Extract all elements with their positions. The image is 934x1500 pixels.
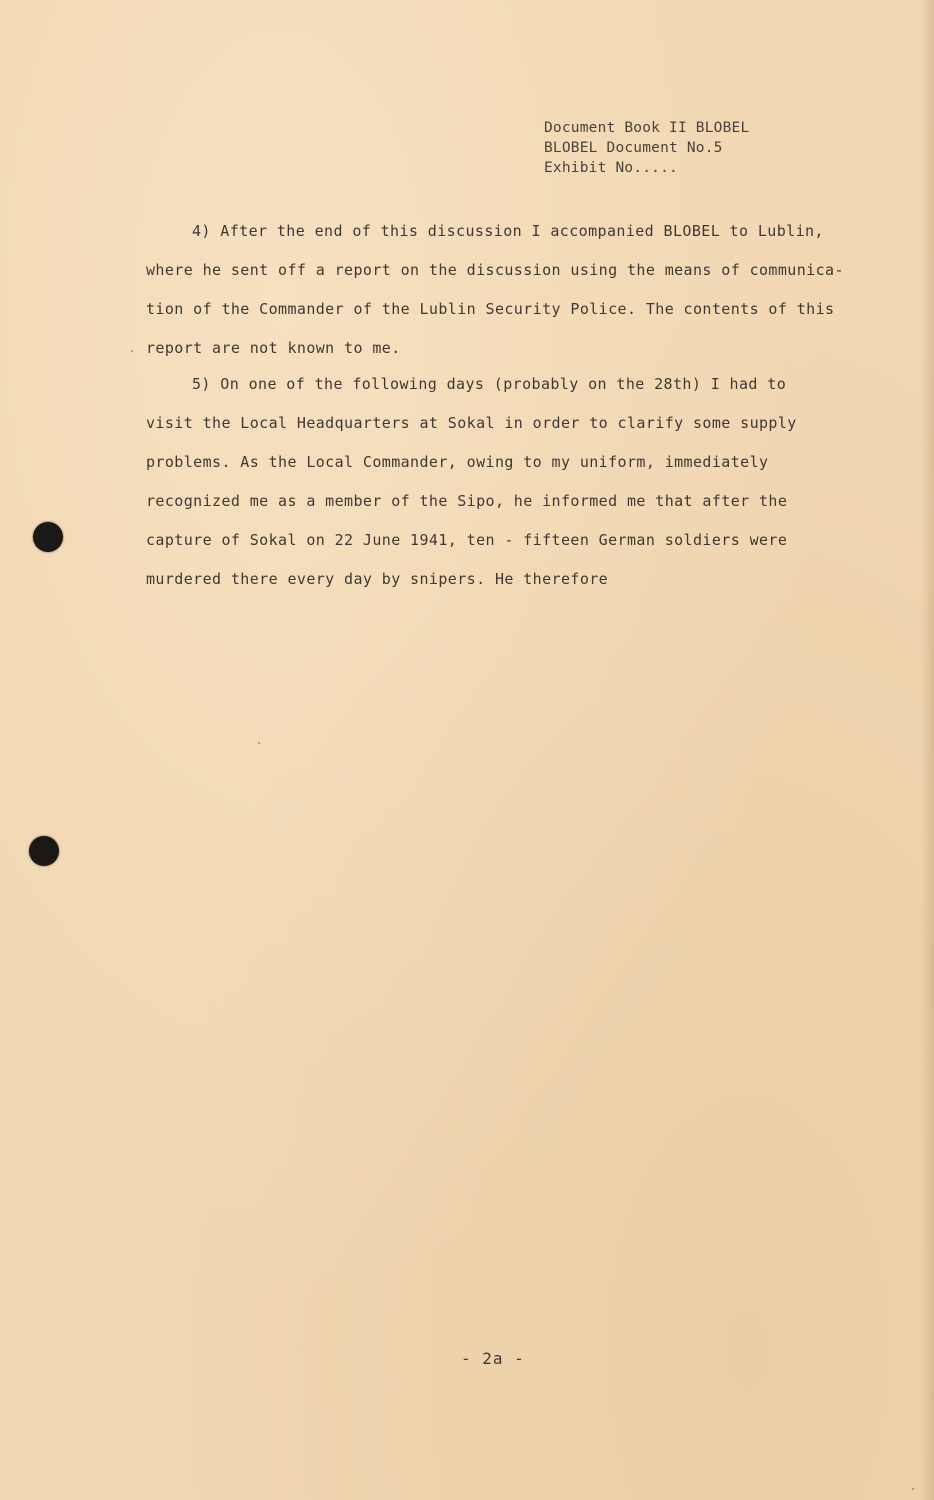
- paragraph-5-line-1: 5) On one of the following days (probably on the 28th) I had to: [192, 375, 787, 393]
- paragraph-5-line-6: murdered there every day by snipers. He therefore: [146, 570, 609, 588]
- paragraph-5-line-5: capture of Sokal on 22 June 1941, ten - fifteen German soldiers were: [146, 531, 788, 549]
- punch-hole-upper: [33, 522, 63, 552]
- paper-speck: [258, 742, 260, 744]
- blobel-document-line: BLOBEL Document No.5: [544, 140, 723, 156]
- exhibit-line: Exhibit No.....: [544, 160, 678, 176]
- paragraph-4-line-4: report are not known to me.: [146, 339, 401, 357]
- document-reference-header: [544, 118, 864, 178]
- paragraph-5-line-3: problems. As the Local Commander, owing to my uniform, immediately: [146, 453, 769, 471]
- page-edge-shadow: [920, 0, 934, 1500]
- paragraph-4-line-3: tion of the Commander of the Lublin Security Police. The contents of this: [146, 300, 835, 318]
- document-book-line: Document Book II BLOBEL: [544, 120, 750, 136]
- paragraph-4-line-2: where he sent off a report on the discussion using the means of communica-: [146, 261, 844, 279]
- paragraph-4: [146, 212, 846, 368]
- paper-speck: [131, 350, 133, 352]
- paragraph-5-line-2: visit the Local Headquarters at Sokal in order to clarify some supply: [146, 414, 797, 432]
- page-number: - 2a -: [461, 1349, 525, 1368]
- punch-hole-lower: [29, 836, 59, 866]
- paper-speck: [912, 1488, 914, 1490]
- paragraph-5: [146, 365, 846, 599]
- paragraph-4-line-1: 4) After the end of this discussion I accompanied BLOBEL to Lublin,: [192, 222, 824, 240]
- paragraph-5-line-4: recognized me as a member of the Sipo, he informed me that after the: [146, 492, 788, 510]
